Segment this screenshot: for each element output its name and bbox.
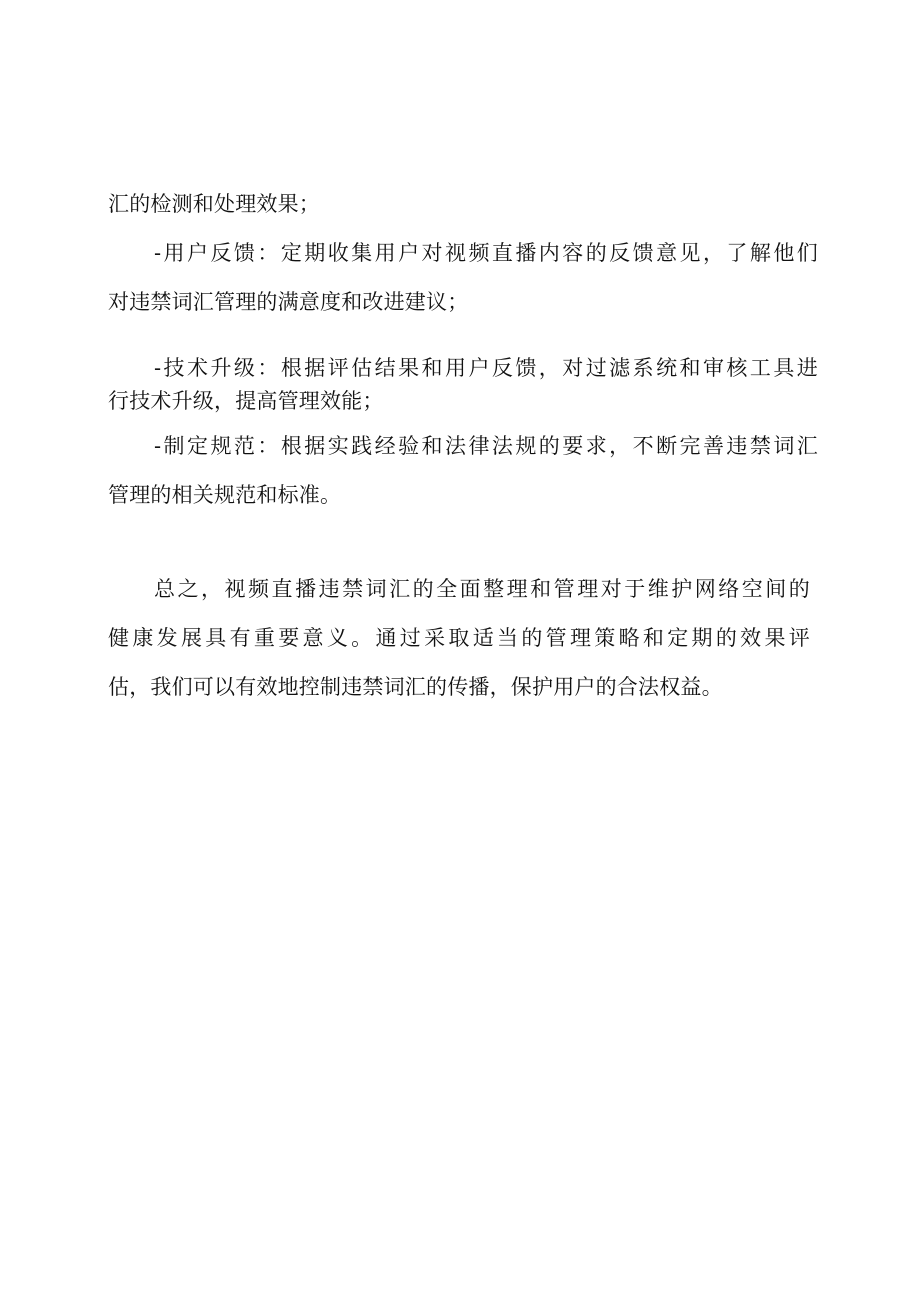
text-line-5: 行技术升级，提高管理效能； bbox=[108, 389, 384, 413]
text-line-1: 汇的检测和处理效果； bbox=[108, 192, 320, 216]
text-line-3: 对违禁词汇管理的满意度和改进建议； bbox=[108, 290, 469, 314]
text-line-2: -用户反馈：定期收集用户对视频直播内容的反馈意见，了解他们 bbox=[154, 241, 818, 265]
text-line-9: 健康发展具有重要意义。通过采取适当的管理策略和定期的效果评 bbox=[108, 626, 810, 650]
text-line-4: -技术升级：根据评估结果和用户反馈，对过滤系统和审核工具进 bbox=[154, 356, 818, 380]
text-line-6: -制定规范：根据实践经验和法律法规的要求，不断完善违禁词汇 bbox=[154, 434, 818, 458]
text-line-8: 总之，视频直播违禁词汇的全面整理和管理对于维护网络空间的 bbox=[154, 577, 810, 601]
text-line-7: 管理的相关规范和标准。 bbox=[108, 483, 342, 507]
text-line-10: 估，我们可以有效地控制违禁词汇的传播，保护用户的合法权益。 bbox=[108, 675, 723, 699]
